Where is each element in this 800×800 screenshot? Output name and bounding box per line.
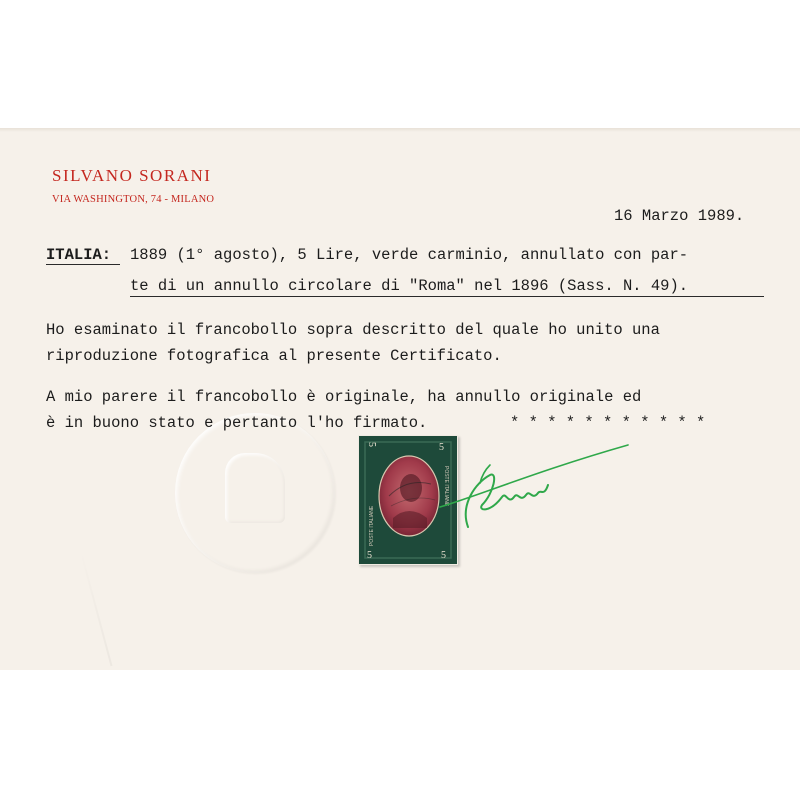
signature-flourish [440,445,628,507]
stamp-numeral-bottom-left: 5 [367,550,372,561]
paragraph-1-line-1: Ho esaminato il francobollo sopra descritto del quale ho unito una [46,321,660,339]
signature [420,435,640,545]
embossed-seal [175,413,335,573]
stamp-inscription-left: POSTE ITALIANE [369,505,375,546]
paragraph-2-line-2: è in buono stato e pertanto l'ho firmato. [46,414,428,432]
paragraph-1-line-2: riproduzione fotografica al presente Certificato. [46,347,502,365]
stamp-inscription-right: POSTE ITALIANE [443,466,449,507]
star-row: * * * * * * * * * * * [510,414,706,432]
issuer-name: SILVANO SORANI [52,166,212,185]
stamp-numeral-top-right: 5 [439,442,444,453]
signature-stroke [466,475,548,527]
description-underline [130,296,764,297]
issuer-address: VIA WASHINGTON, 74 - MILANO [52,194,215,205]
signature-loop [480,465,490,483]
description-line-2: te di un annullo circolare di "Roma" nel 1896 (Sass. N. 49). [130,277,689,295]
stamp-numeral-bottom-right: 5 [441,550,446,561]
stamp-numeral-top-left: 5 [366,442,377,447]
certificate-date: 16 Marzo 1989. [614,207,745,225]
embossed-figure [225,453,285,523]
description-line-1: 1889 (1° agosto), 5 Lire, verde carminio, annullato con par- [130,246,689,264]
card-edge [0,128,800,132]
card-shadow-line [80,550,113,666]
country-underline [46,264,120,265]
country-label: ITALIA: [46,246,112,264]
paragraph-2-line-1: A mio parere il francobollo è originale, ha annullo originale ed [46,388,642,406]
